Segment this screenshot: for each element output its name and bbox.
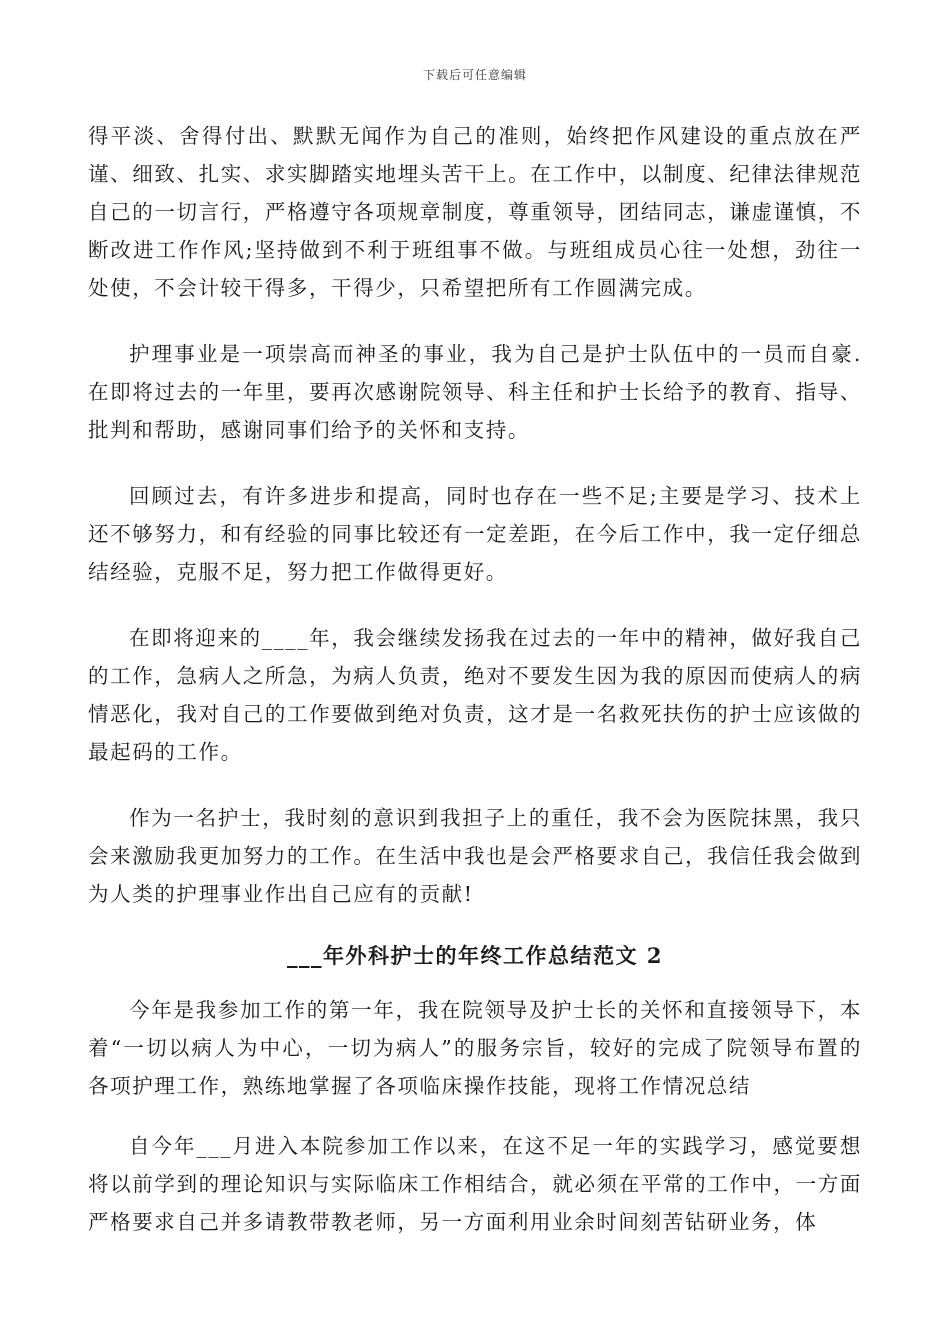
paragraph: 在即将迎来的____年，我会继续发扬我在过去的一年中的精神，做好我自己的工作，急病人之所急，为病人负责，绝对不要发生因为我的原因而使病人的病情恶化，我对自己的工作要做到绝对负责，这才是一名救死扶伤的护士应该做的最起码的工作。 bbox=[88, 626, 862, 764]
section-heading: ___年外科护士的年终工作总结范文 2 bbox=[287, 943, 663, 968]
paragraph: 作为一名护士，我时刻的意识到我担子上的重任，我不会为医院抹黑，我只会来激励我更加努力的工作。在生活中我也是会严格要求自己，我信任我会做到为人类的护理事业作出自己应有的贡献! bbox=[88, 806, 862, 906]
paragraph: 自今年___月进入本院参加工作以来，在这不足一年的实践学习，感觉要想将以前学到的理论知识与实际临床工作相结合，就必须在平常的工作中，一方面严格要求自己并多请教带教老师，另一方面利用业余时间刻苦钻研业务，体 bbox=[88, 1134, 862, 1234]
paragraph: 回顾过去，有许多进步和提高，同时也存在一些不足;主要是学习、技术上还不够努力，和有经验的同事比较还有一定差距，在今后工作中，我一定仔细总结经验，克服不足，努力把工作做得更好。 bbox=[88, 484, 862, 584]
paragraph: 护理事业是一项崇高而神圣的事业，我为自己是护士队伍中的一员而自豪.在即将过去的一年里，要再次感谢院领导、科主任和护士长给予的教育、指导、批判和帮助，感谢同事们给予的关怀和支持。 bbox=[88, 342, 862, 442]
document-body bbox=[88, 117, 862, 1269]
paragraph-continued: 得平淡、舍得付出、默默无闻作为自己的准则，始终把作风建设的重点放在严谨、细致、扎实、求实脚踏实地埋头苦干上。在工作中，以制度、纪律法律规范自己的一切言行，严格遵守各项规章制度，尊重领导，团结同志，谦虚谨慎，不断改进工作作风;坚持做到不利于班组事不做。与班组成员心往一处想，劲往一处使，不会计较干得多，干得少，只希望把所有工作圆满完成。 bbox=[88, 124, 862, 300]
header-note: 下载后可任意编辑 bbox=[422, 68, 527, 82]
paragraph: 今年是我参加工作的第一年，我在院领导及护士长的关怀和直接领导下，本着“一切以病人为中心，一切为病人”的服务宗旨，较好的完成了院领导布置的各项护理工作，熟练地掌握了各项临床操作技能，现将工作情况总结 bbox=[88, 998, 862, 1098]
